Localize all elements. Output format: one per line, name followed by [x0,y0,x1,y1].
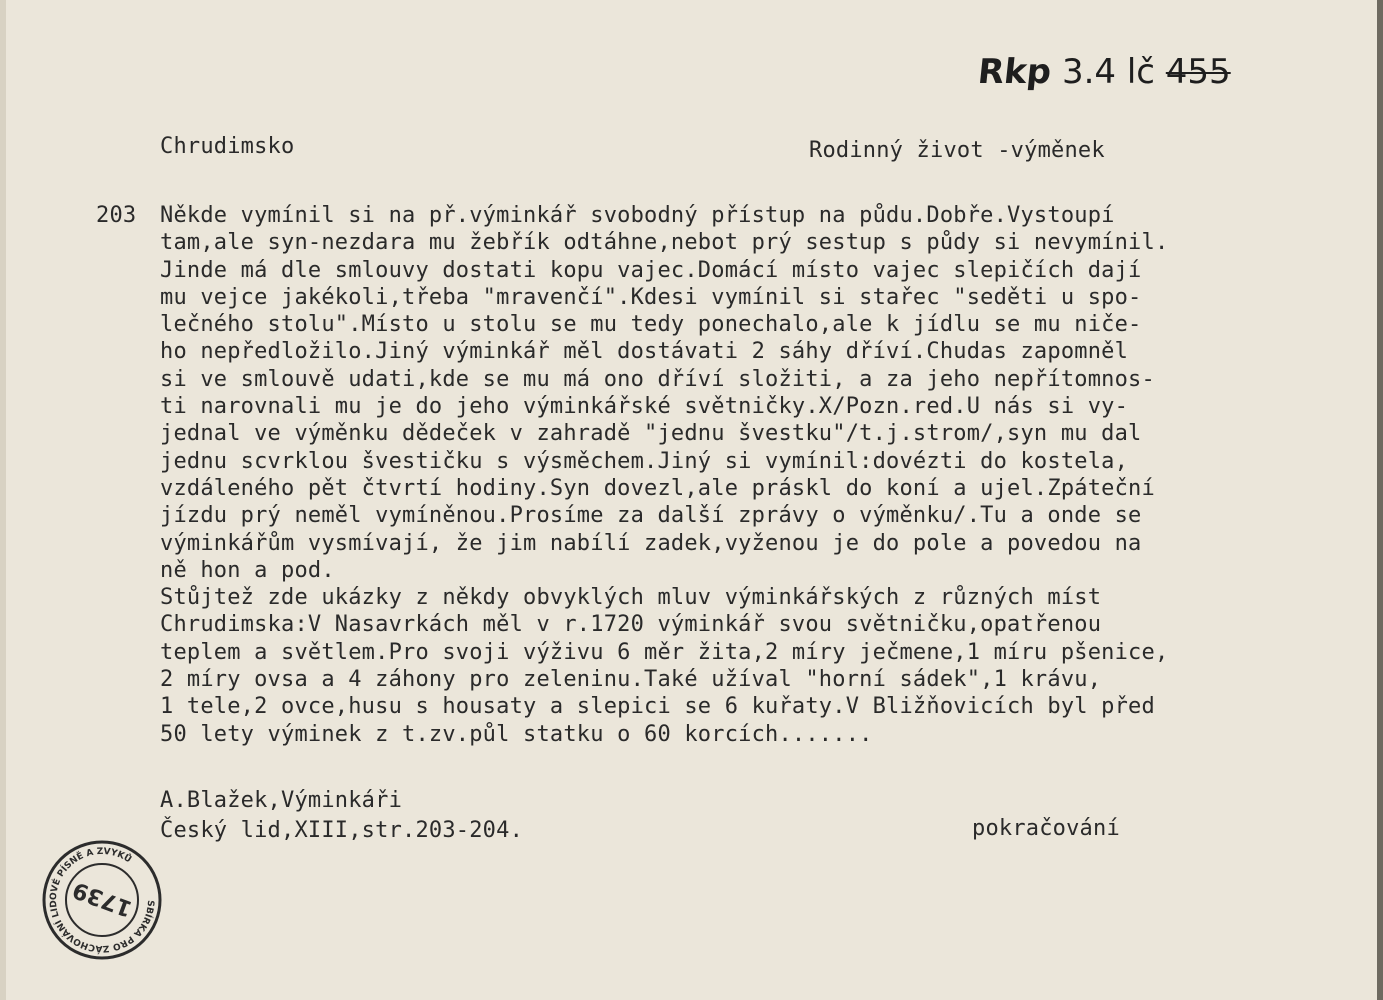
body-text [160,202,1168,748]
archive-stamp [40,838,164,962]
body-line: ti narovnali mu je do jeho výminkářské světničky.X/Pozn.red.U nás si vy- [160,394,1129,420]
stamp-number: 1739 [69,876,136,921]
stamp-ring-text: SBÍRKA PRO ZÁCHOVÁNÍ LIDOVÉ PÍSNĚ A ZVYKŮ [48,846,156,954]
source-author: A.Blažek,Výminkáři [160,788,403,813]
body-line: Někde vymínil si na př.výminkář svobodný přístup na půdu.Dobře.Vystoupí [160,203,1115,228]
body-line: lečného stolu".Místo u stolu se mu tedy ponechalo,ale k jídlu se mu niče- [160,312,1142,338]
body-line: teplem a světlem.Pro svoji výživu 6 měr žita,2 míry ječmene,1 míru pšenice, [160,639,1169,665]
body-line: 1 tele,2 ovce,husu s housaty a slepici se 6 kuřaty.V Bližňovicích byl před [160,694,1155,720]
shelfmark [975,52,1231,92]
shelfmark-number: 455 [1165,52,1231,92]
continued-note: pokračování [972,816,1120,841]
body-line: ho nepředložilo.Jiný výminkář měl dostávati 2 sáhy dříví.Chudas zapomněl [160,339,1129,365]
body-line: jednu scvrklou švestičku s výsměchem.Jiný si vymínil:dovézti do kostela, [160,448,1129,474]
shelfmark-section: 3.4 lč [1061,52,1155,92]
body-line: vzdáleného pět čtvrtí hodiny.Syn dovezl,ale práskl do koní a ujel.Zpáteční [160,475,1155,501]
body-line: jednal ve výměnku dědeček v zahradě "jednu švestku"/t.j.strom/,syn mu dal [160,421,1142,447]
region-heading: Chrudimsko [160,134,295,159]
body-line: tam,ale syn-nezdara mu žebřík odtáhne,nebot prý sestup s půdy si nevymínil. [160,230,1169,256]
body-line: výminkářům vysmívají, že jim nabílí zadek,vyženou je do pole a povedou na [160,530,1142,556]
source-publication: Český lid,XIII,str.203-204. [160,818,524,843]
body-line: mu vejce jakékoli,třeba "mravenčí".Kdesi vymínil si stařec "seděti u spo- [160,284,1142,310]
body-line: 2 míry ovsa a 4 záhony pro zeleninu.Také užíval "horní sádek",1 krávu, [160,667,1102,693]
page-number: 203 [96,203,137,228]
source-citation [160,786,523,846]
body-line: 50 lety výminek z t.zv.půl statku o 60 korcích....... [160,721,873,747]
body-line: jízdu prý neměl vymíněnou.Prosíme za další zprávy o výměnku/.Tu a onde se [160,503,1142,529]
body-line: Chrudimska:V Nasavrkách měl v r.1720 výminkář svou světničku,opatřenou [160,612,1102,638]
body-line: ně hon a pod. [160,557,335,583]
shelfmark-prefix: Rkp [975,52,1054,92]
body-line: Jinde má dle smlouvy dostati kopu vajec.Domácí místo vajec slepičích dají [160,257,1142,283]
topic-heading: Rodinný život -výměnek [809,138,1105,163]
body-line: Stůjtež zde ukázky z někdy obvyklých mluv výminkářských z různých míst [160,585,1102,611]
body-line: si ve smlouvě udati,kde se mu má ono dříví složiti, a za jeho nepřítomnos- [160,366,1155,392]
